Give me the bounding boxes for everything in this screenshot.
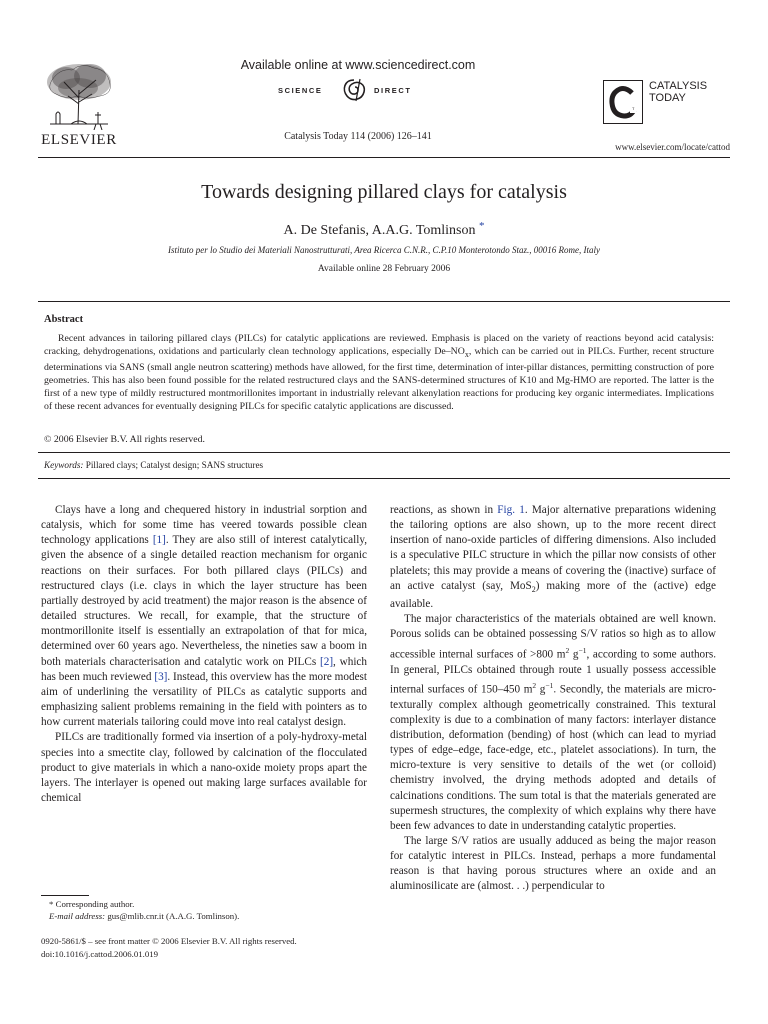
body-text: . Major alternative preparations widening the tailoring options are also shown, up to the more recent direct insertion of nano-oxide particles of differing dimensions. Also included is a speculative PILC structure in which the pillar now consists of other platelets; this may provide a means of covering the (inactive) surface of an active catalyst (say, MoS <box>390 504 716 592</box>
front-matter-info <box>41 935 297 960</box>
body-text: . Secondly, the materials are micro-texturally complex although geometrically constrained. This textural complexity is due to a combination of many factors: interlayer distance distribution, deformation (bending) of host (which can lead to myriad types of edge–edge, face-edge, etc., platelet associations). In turn, the micro-texture is very sensitive to details of the wet (or colloid) chemistry involved, the drying methods adopted and details of calcinations conditions. The sum total is that the materials generated are supermesh structures, the complexity of which explains why there have been few advances to date in understanding catalytic properties. <box>390 683 717 832</box>
body-paragraph-3 <box>390 503 716 612</box>
keywords-label: Keywords: <box>44 460 84 470</box>
front-matter-line: 0920-5861/$ – see front matter © 2006 Elsevier B.V. All rights reserved. <box>41 936 297 946</box>
superscript: −1 <box>545 680 554 690</box>
journal-url[interactable]: www.elsevier.com/locate/cattod <box>615 142 730 152</box>
superscript: 2 <box>565 645 570 655</box>
available-online-date: Available online 28 February 2006 <box>317 264 451 274</box>
publisher-name: ELSEVIER <box>41 132 117 148</box>
abstract-text-part2: , which can be carried out in PILCs. Further, recent structure determinations via SANS (small angle neutron scattering) methods have allowed, for the first time, determination of inter-pillar distances, permitting construction of pore geometries. This has also been found possible for the related restructured clays and the SANS-determined structures of K10 and Mg-HMO are reported. The latter is the first of a new type of mildly restructured montmorillonites important in industrially relevant alkenylation reactions for producing key organic intermediates. Implications of these recent advances for eventually designing PILCs for specific catalytic applications are discussed. <box>44 346 714 413</box>
abstract-heading: Abstract <box>44 314 84 325</box>
body-text: g <box>536 683 546 696</box>
email-label: E-mail address: <box>49 911 106 921</box>
footnote-corresponding: Corresponding author. <box>55 899 135 909</box>
abstract-subscript: x <box>464 350 469 360</box>
sciencedirect-logo <box>270 76 450 104</box>
footnote-mark: * <box>49 899 54 909</box>
sd-logo-right-word: DIRECT <box>374 86 412 95</box>
superscript: −1 <box>578 645 587 655</box>
email-address[interactable]: gus@mlib.cnr.it (A.A.G. Tomlinson). <box>107 911 240 921</box>
citation-link-1[interactable]: [1] <box>152 534 166 547</box>
body-column-left <box>41 503 367 806</box>
body-text: The major characteristics of the materials obtained are well known. Porous solids can be obtained possessing S/V ratios so high as to allow accessible internal surfaces of >800 m <box>390 613 716 661</box>
figure-link-1[interactable]: Fig. 1 <box>497 504 525 516</box>
corresponding-author-mark[interactable]: * <box>479 220 485 232</box>
author-names: A. De Stefanis, A.A.G. Tomlinson <box>283 223 476 238</box>
body-paragraph-4 <box>390 612 716 834</box>
body-paragraph-5: The large S/V ratios are usually adduced as being the major reason for catalytic interest in PILCs. Instead, perhaps a more fundamental reason is that having porous structures where an oxide and an aluminosilicate are (almost. . .) perpendicular to <box>390 834 716 893</box>
body-text: g <box>569 648 579 661</box>
body-paragraph-2: PILCs are traditionally formed via insertion of a poly-hydroxy-metal species into a smectite clay, followed by calcination of the flocculated product to give materials in which a nano-oxide moiety props apart the layers. The interlayer is opened out making large surfaces available for chemical <box>41 731 367 804</box>
body-column-right <box>390 503 716 895</box>
journal-cover-icon <box>603 80 643 124</box>
doi-line[interactable]: doi:10.1016/j.cattod.2006.01.019 <box>41 948 159 959</box>
journal-name-line2: TODAY <box>649 91 686 104</box>
header-divider <box>38 157 730 158</box>
title-divider <box>38 301 730 302</box>
journal-cover-logo <box>603 80 733 124</box>
sciencedirect-swirl-icon <box>338 76 370 104</box>
body-text: . They are also still of interest catalytically, given the absence of a single detailed reaction mechanism for organic reactions on their surfaces. For both pillared clays (PILCs) and restructured clays (i.e. clays in which the layer structure has been partially destroyed by acid treatment) the major reason is the absence of detailed structures. We recall, for example, that the structure of montmorillonite itself is essentially an extrapolation of that for mica, determined over 60 years ago. Nevertheless, the nineties saw a boom in both materials characterisation and catalytic work on PILCs <box>41 534 367 668</box>
keywords-line <box>44 459 263 471</box>
subscript: 2 <box>531 585 536 595</box>
publisher-logo <box>38 60 120 152</box>
abstract-text-part1: Recent advances in tailoring pillared clays (PILCs) for catalytic applications are reviewed. Emphasis is placed on the variety of reactions beyond acid catalysis: cracking, dehydrogenations, oxidations and particularly clean technology applications, especially De–NO <box>44 333 714 358</box>
paper-title: Towards designing pillared clays for catalysis <box>201 181 567 203</box>
svg-text:T: T <box>632 106 635 111</box>
footnote-line-2 <box>49 910 239 922</box>
body-text: reactions, as shown in <box>390 504 498 516</box>
corresponding-author-footnote <box>49 898 239 922</box>
abstract-copyright: © 2006 Elsevier B.V. All rights reserved. <box>44 434 205 445</box>
journal-name-line1: CATALYSIS <box>649 80 708 92</box>
body-text: ) making more of the (active) edge available. <box>390 579 716 611</box>
sd-logo-left-word: SCIENCE <box>278 86 323 95</box>
body-paragraph-1 <box>41 503 367 730</box>
body-text: , which has been much reviewed <box>41 655 367 683</box>
elsevier-tree-icon <box>38 60 120 130</box>
citation-link-3[interactable]: [3] <box>154 670 168 683</box>
body-text: . Instead, this overview has the more modest aim of underlining the versatility of PILCs as catalytic supports and emphasizing salient problems remaining in the field with pointers as to how current materials tailoring could move into real catalyst design. <box>41 670 367 729</box>
abstract-body <box>44 332 714 414</box>
superscript: 2 <box>532 680 537 690</box>
author-affiliation: Istituto per lo Studio dei Materiali Nanostrutturati, Area Ricerca C.N.R., C.P.10 Monterotondo Staz., 00016 Rome, Italy <box>168 245 600 255</box>
available-online-text: Available online at www.sciencedirect.com <box>240 58 476 72</box>
footnote-divider <box>41 895 89 896</box>
body-text: , according to some authors. In general, PILCs obtained through route 1 usually possess accessible internal surfaces of 150–450 m <box>390 648 717 696</box>
footnote-line-1 <box>49 898 239 910</box>
journal-name <box>649 81 729 104</box>
keywords-divider-top <box>38 452 730 453</box>
keywords-divider-bottom <box>38 478 730 479</box>
keywords-text: Pillared clays; Catalyst design; SANS structures <box>85 460 264 470</box>
journal-citation: Catalysis Today 114 (2006) 126–141 <box>284 131 432 142</box>
author-list <box>38 217 730 240</box>
body-text: Clays have a long and chequered history in industrial sorption and catalysis, which for some time has veered towards possible clean technology applications <box>41 504 367 547</box>
citation-link-2[interactable]: [2] <box>320 655 334 668</box>
